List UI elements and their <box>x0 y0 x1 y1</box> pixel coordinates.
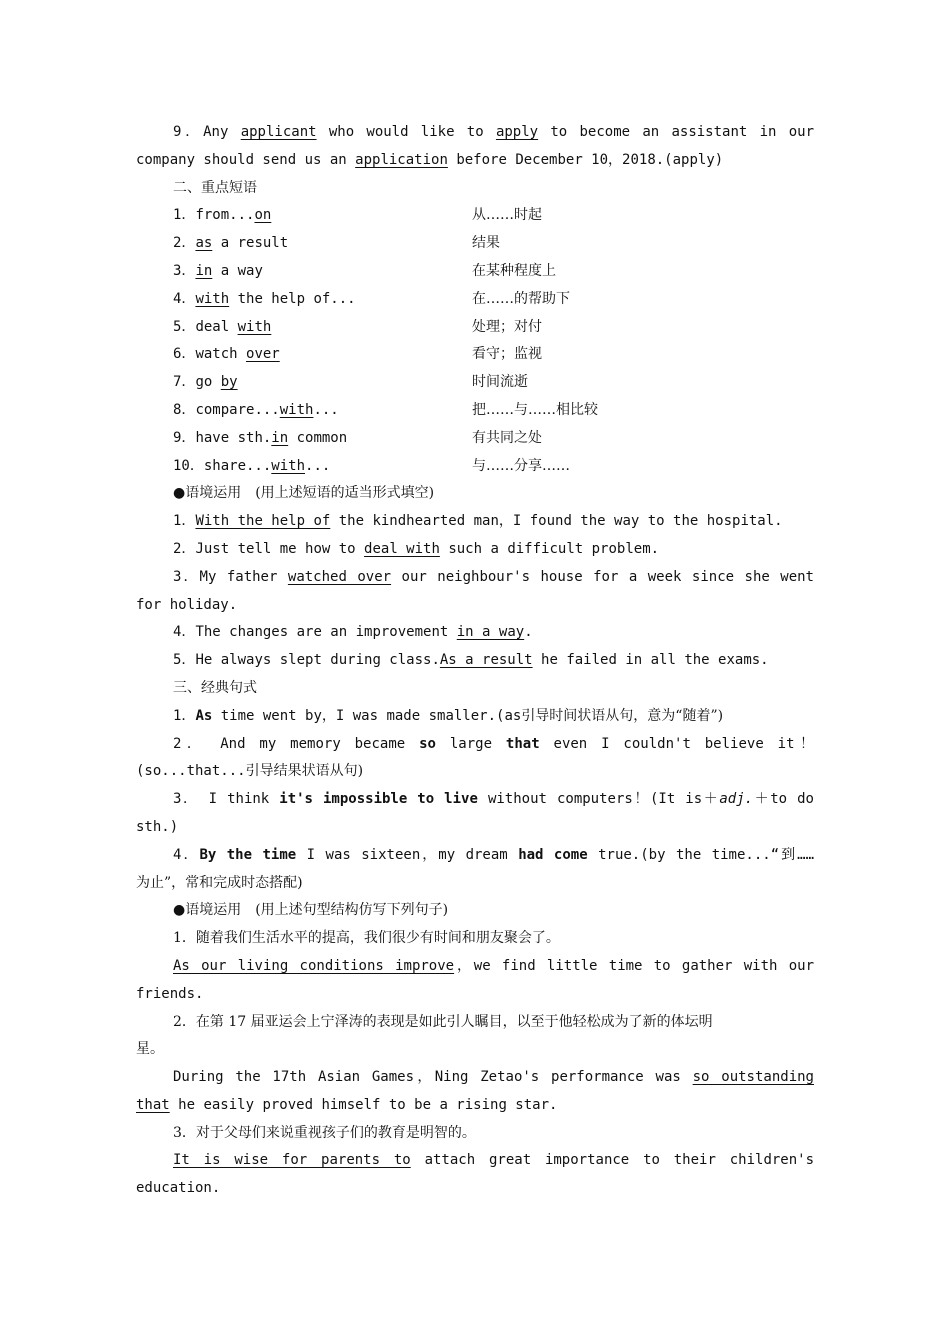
answer-blank: in a way <box>456 624 525 641</box>
answer-blank: by <box>220 374 238 391</box>
pattern-1: 1．As time went by，I was made smaller.(as引导时间状语从句，意为“随着”) <box>173 707 724 724</box>
answer-blank: so outstanding <box>692 1069 814 1086</box>
practice-heading: ●语境运用 (用上述句型结构仿写下列句子) <box>173 902 449 919</box>
practice-sentence-1: 1．With the help of the kindhearted man，I found the way to the hospital. <box>173 513 783 530</box>
answer-blank: As our living conditions improve <box>173 957 455 974</box>
answer-blank: It is wise for parents to <box>173 1152 411 1169</box>
answer-blank: on <box>254 207 272 224</box>
phrase-item <box>136 230 814 258</box>
answer-blank: With the help of <box>195 513 331 530</box>
translation-answer-3: It is wise for parents to attach great importance to their children's <box>173 1152 814 1169</box>
phrase-item <box>136 425 814 453</box>
pattern-2-cont: (so...that...引导结果状语从句) <box>136 763 364 780</box>
phrase-chinese: 时间流逝 <box>472 374 528 391</box>
translation-answer-1-cont: friends. <box>136 985 204 1002</box>
phrase-chinese: 与……分享…… <box>472 457 570 474</box>
phrase-item <box>136 369 814 397</box>
pattern-3: 3． I think it's impossible to live without computers！(It is＋adj.＋to do <box>173 791 814 808</box>
pattern-4: 4．By the time I was sixteen，my dream had come true.(by the time...“到…… <box>173 846 814 863</box>
translation-prompt-3: 3．对于父母们来说重视孩子们的教育是明智的。 <box>173 1124 476 1141</box>
key-phrase: As <box>195 707 213 724</box>
phrase-item <box>136 286 814 314</box>
phrase-item <box>136 258 814 286</box>
section-heading: 三、经典句式 <box>173 679 257 696</box>
phrase-english: 6．watch over <box>173 346 280 363</box>
phrase-english: 1．from...on <box>173 207 272 224</box>
answer-blank: in <box>271 429 289 446</box>
phrase-item <box>136 453 814 481</box>
phrase-english: 4．with the help of... <box>173 290 356 307</box>
key-phrase: that <box>505 735 540 752</box>
phrase-chinese: 处理；对付 <box>472 318 542 335</box>
document-page <box>136 119 814 1203</box>
translation-answer-2-cont: that he easily proved himself to be a rising star. <box>136 1096 558 1113</box>
phrase-english: 5．deal with <box>173 318 272 335</box>
answer-blank: over <box>246 346 280 363</box>
answer-blank: As a result <box>439 652 533 669</box>
answer-blank: applicant <box>240 124 317 140</box>
phrase-english: 10．share...with... <box>173 457 331 474</box>
answer-blank: with <box>279 401 314 418</box>
phrase-chinese: 结果 <box>472 235 500 252</box>
answer-blank: as <box>195 235 213 252</box>
phrase-chinese: 有共同之处 <box>472 429 542 446</box>
answer-blank: with <box>271 457 306 474</box>
sentence-9-cont: company should send us an application before December 10，2018.(apply) <box>136 151 724 168</box>
answer-blank: apply <box>495 124 539 140</box>
key-phrase: it's impossible to live <box>279 791 478 808</box>
phrase-english: 8．compare...with... <box>173 401 339 418</box>
phrase-chinese: 看守；监视 <box>472 346 542 363</box>
phrase-chinese: 把……与……相比较 <box>472 401 598 418</box>
key-phrase: so <box>419 735 436 752</box>
practice-sentence-3-cont: for holiday. <box>136 596 238 613</box>
practice-sentence-4: 4．The changes are an improvement in a way. <box>173 624 533 641</box>
phrase-item <box>136 397 814 425</box>
phrase-english: 7．go by <box>173 374 238 391</box>
pattern-2: 2． And my memory became so large that even I couldn't believe it！ <box>173 735 814 752</box>
practice-heading: ●语境运用 (用上述短语的适当形式填空) <box>173 485 435 502</box>
practice-sentence-3: 3．My father watched over our neighbour's house for a week since she went <box>173 568 814 585</box>
answer-blank: deal with <box>364 540 440 557</box>
answer-blank: that <box>136 1096 170 1113</box>
answer-blank: watched over <box>287 568 392 585</box>
phrase-chinese: 从……时起 <box>472 207 542 224</box>
answer-blank: in <box>195 262 213 279</box>
translation-answer-2: During the 17th Asian Games，Ning Zetao's performance was so outstanding <box>173 1069 814 1086</box>
practice-sentence-5: 5．He always slept during class.As a result he failed in all the exams. <box>173 652 769 669</box>
translation-answer-3-cont: education. <box>136 1180 221 1197</box>
answer-blank: with <box>195 290 230 307</box>
phrase-item <box>136 341 814 369</box>
sentence-9: 9．Any applicant who would like to apply to become an assistant in our <box>173 124 814 140</box>
phrase-english: 9．have sth.in common <box>173 429 348 446</box>
translation-prompt-1: 1．随着我们生活水平的提高，我们很少有时间和朋友聚会了。 <box>173 930 560 947</box>
section-heading: 二、重点短语 <box>173 179 257 196</box>
answer-blank: with <box>237 318 272 335</box>
pattern-3-cont: sth.) <box>136 818 179 835</box>
translation-prompt-2: 2．在第 17 届亚运会上宁泽涛的表现是如此引人瞩目，以至于他轻松成为了新的体坛明 <box>173 1013 713 1030</box>
pattern-4-cont: 为止”，常和完成时态搭配) <box>136 874 303 891</box>
translation-answer-1: As our living conditions improve，we find little time to gather with our <box>173 957 814 974</box>
translation-prompt-2-cont: 星。 <box>136 1041 164 1058</box>
phrase-item <box>136 202 814 230</box>
phrase-list <box>136 202 814 480</box>
key-phrase: had come <box>518 846 588 863</box>
answer-blank: application <box>355 151 448 168</box>
phrase-english: 2．as a result <box>173 235 289 252</box>
phrase-chinese: 在……的帮助下 <box>472 290 570 307</box>
phrase-chinese: 在某种程度上 <box>472 262 556 279</box>
key-phrase: By the time <box>199 846 297 863</box>
practice-sentence-2: 2．Just tell me how to deal with such a difficult problem. <box>173 540 660 557</box>
phrase-english: 3．in a way <box>173 262 263 279</box>
phrase-item <box>136 314 814 342</box>
